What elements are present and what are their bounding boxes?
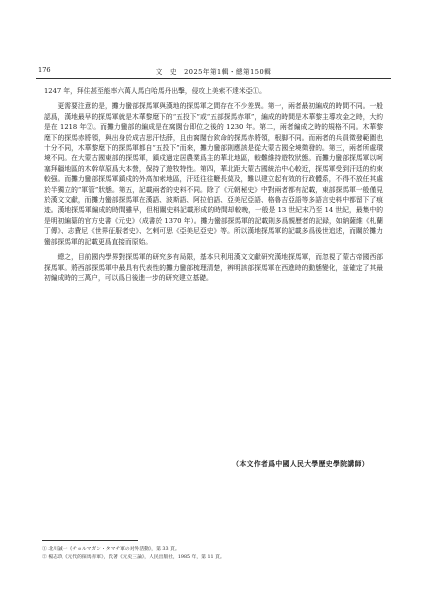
- article-body: [44, 86, 383, 288]
- author-note: （本文作者爲中國人民大學歷史學院講師）: [232, 460, 369, 468]
- footnotes: [42, 546, 383, 563]
- footnote-divider: [42, 540, 138, 541]
- footnote-2: ② 楊志玖《元代的探馬赤軍》，氏著《元史三論》，人民出版社，1985 年，第 11 頁。: [42, 555, 225, 561]
- paragraph-differences: 更需要注意的是，攤力蠻部探馬軍與漢地的探馬軍之間存在不少差異。第一，兩者最初編成的時間不同。一般認爲，漢地最早的探馬軍就是木華黎麾下的“五投下”或“五部探馬赤軍”，編成的時間是木華黎主導攻金之時，大約是在 1218 年②。而攤力蠻部的編成是在窩闊台即位之後的 1230 年。第二，兩者編成之時的規格不同。木華黎麾下的探馬赤將領，與出身於成吉思汗怯薛，且由窩闊台欽命的探馬赤將領，根脚不同。而兩者的兵員徵發範圍也十分不同，木華黎麾下的探馬軍都自“五投下”而來，攤力蠻部則應該是從大蒙古國全境徵發的。第三，兩者所處環境不同。在大蒙古國東部的探馬軍，鎮戍過定居農業爲主的華北地區，較難維持遊牧狀態。而攤力蠻部探馬軍以呵塞拜疆地區的木幹草原爲大本營，保持了遊牧特性。第四，華北距大蒙古國統治中心較近，探馬軍受到汗廷的約束較强。而攤力蠻部探馬軍鎮戍的外高加索地區，汗廷往往鞭長莫及，難以建立起有效的行政體系，不得不放任其處於半獨立的“軍管”狀態。第五，記載兩者的史料不同。除了《元朝秘史》中對兩者都有記載，東部探馬軍一般僅見於漢文文獻，而攤力蠻部探馬軍在漢語、波斯語、阿拉伯語、亞美尼亞語、格魯吉亞語等多語言史料中都留下了痕迹。漢地探馬軍編成的時間雖早，但相關史料記載形成的時間却較晚，一般是 13 世紀末乃至 14 世紀，最集中的是明初編纂的官方史書《元史》（成書於 1370 年）。攤力蠻部探馬軍的記載則多爲親歷者的記録，如納薩維《札蘭丁傳》、志費尼《世界征服者史》、乞剌可思《亞美尼亞史》等。所以漢地探馬軍的記載多爲後世追述，而關於攤力蠻部探馬軍的記載更爲直接而原始。: [44, 102, 384, 246]
- page-number: 176: [38, 66, 51, 74]
- footnote-1: ① 北川誠一《チョルマガン・タマチ軍の対外活動》，第 33 頁。: [42, 547, 180, 552]
- paragraph-conclusion: 總之，目前國内學界對探馬軍的研究多有局限，基本只利用漢文文獻研究漢地探馬軍，而忽視了蒙古帝國西部探馬軍。將西部探馬軍中最具有代表性的攤力蠻部梳理清楚，辨明該部探馬軍在西進時的動態變化，並確定了其最初編成時的三萬户，可以爲日後進一步的研究建立基礎。: [44, 253, 383, 282]
- paragraph-continued: 1247 年，拜住甚至能率六萬人馬白哈馬丹出擊，侵攻上美索不達米亞①。: [44, 87, 266, 95]
- running-header: [36, 64, 391, 79]
- journal-title: 文 史 2025年第1輯・總第150輯: [155, 68, 272, 76]
